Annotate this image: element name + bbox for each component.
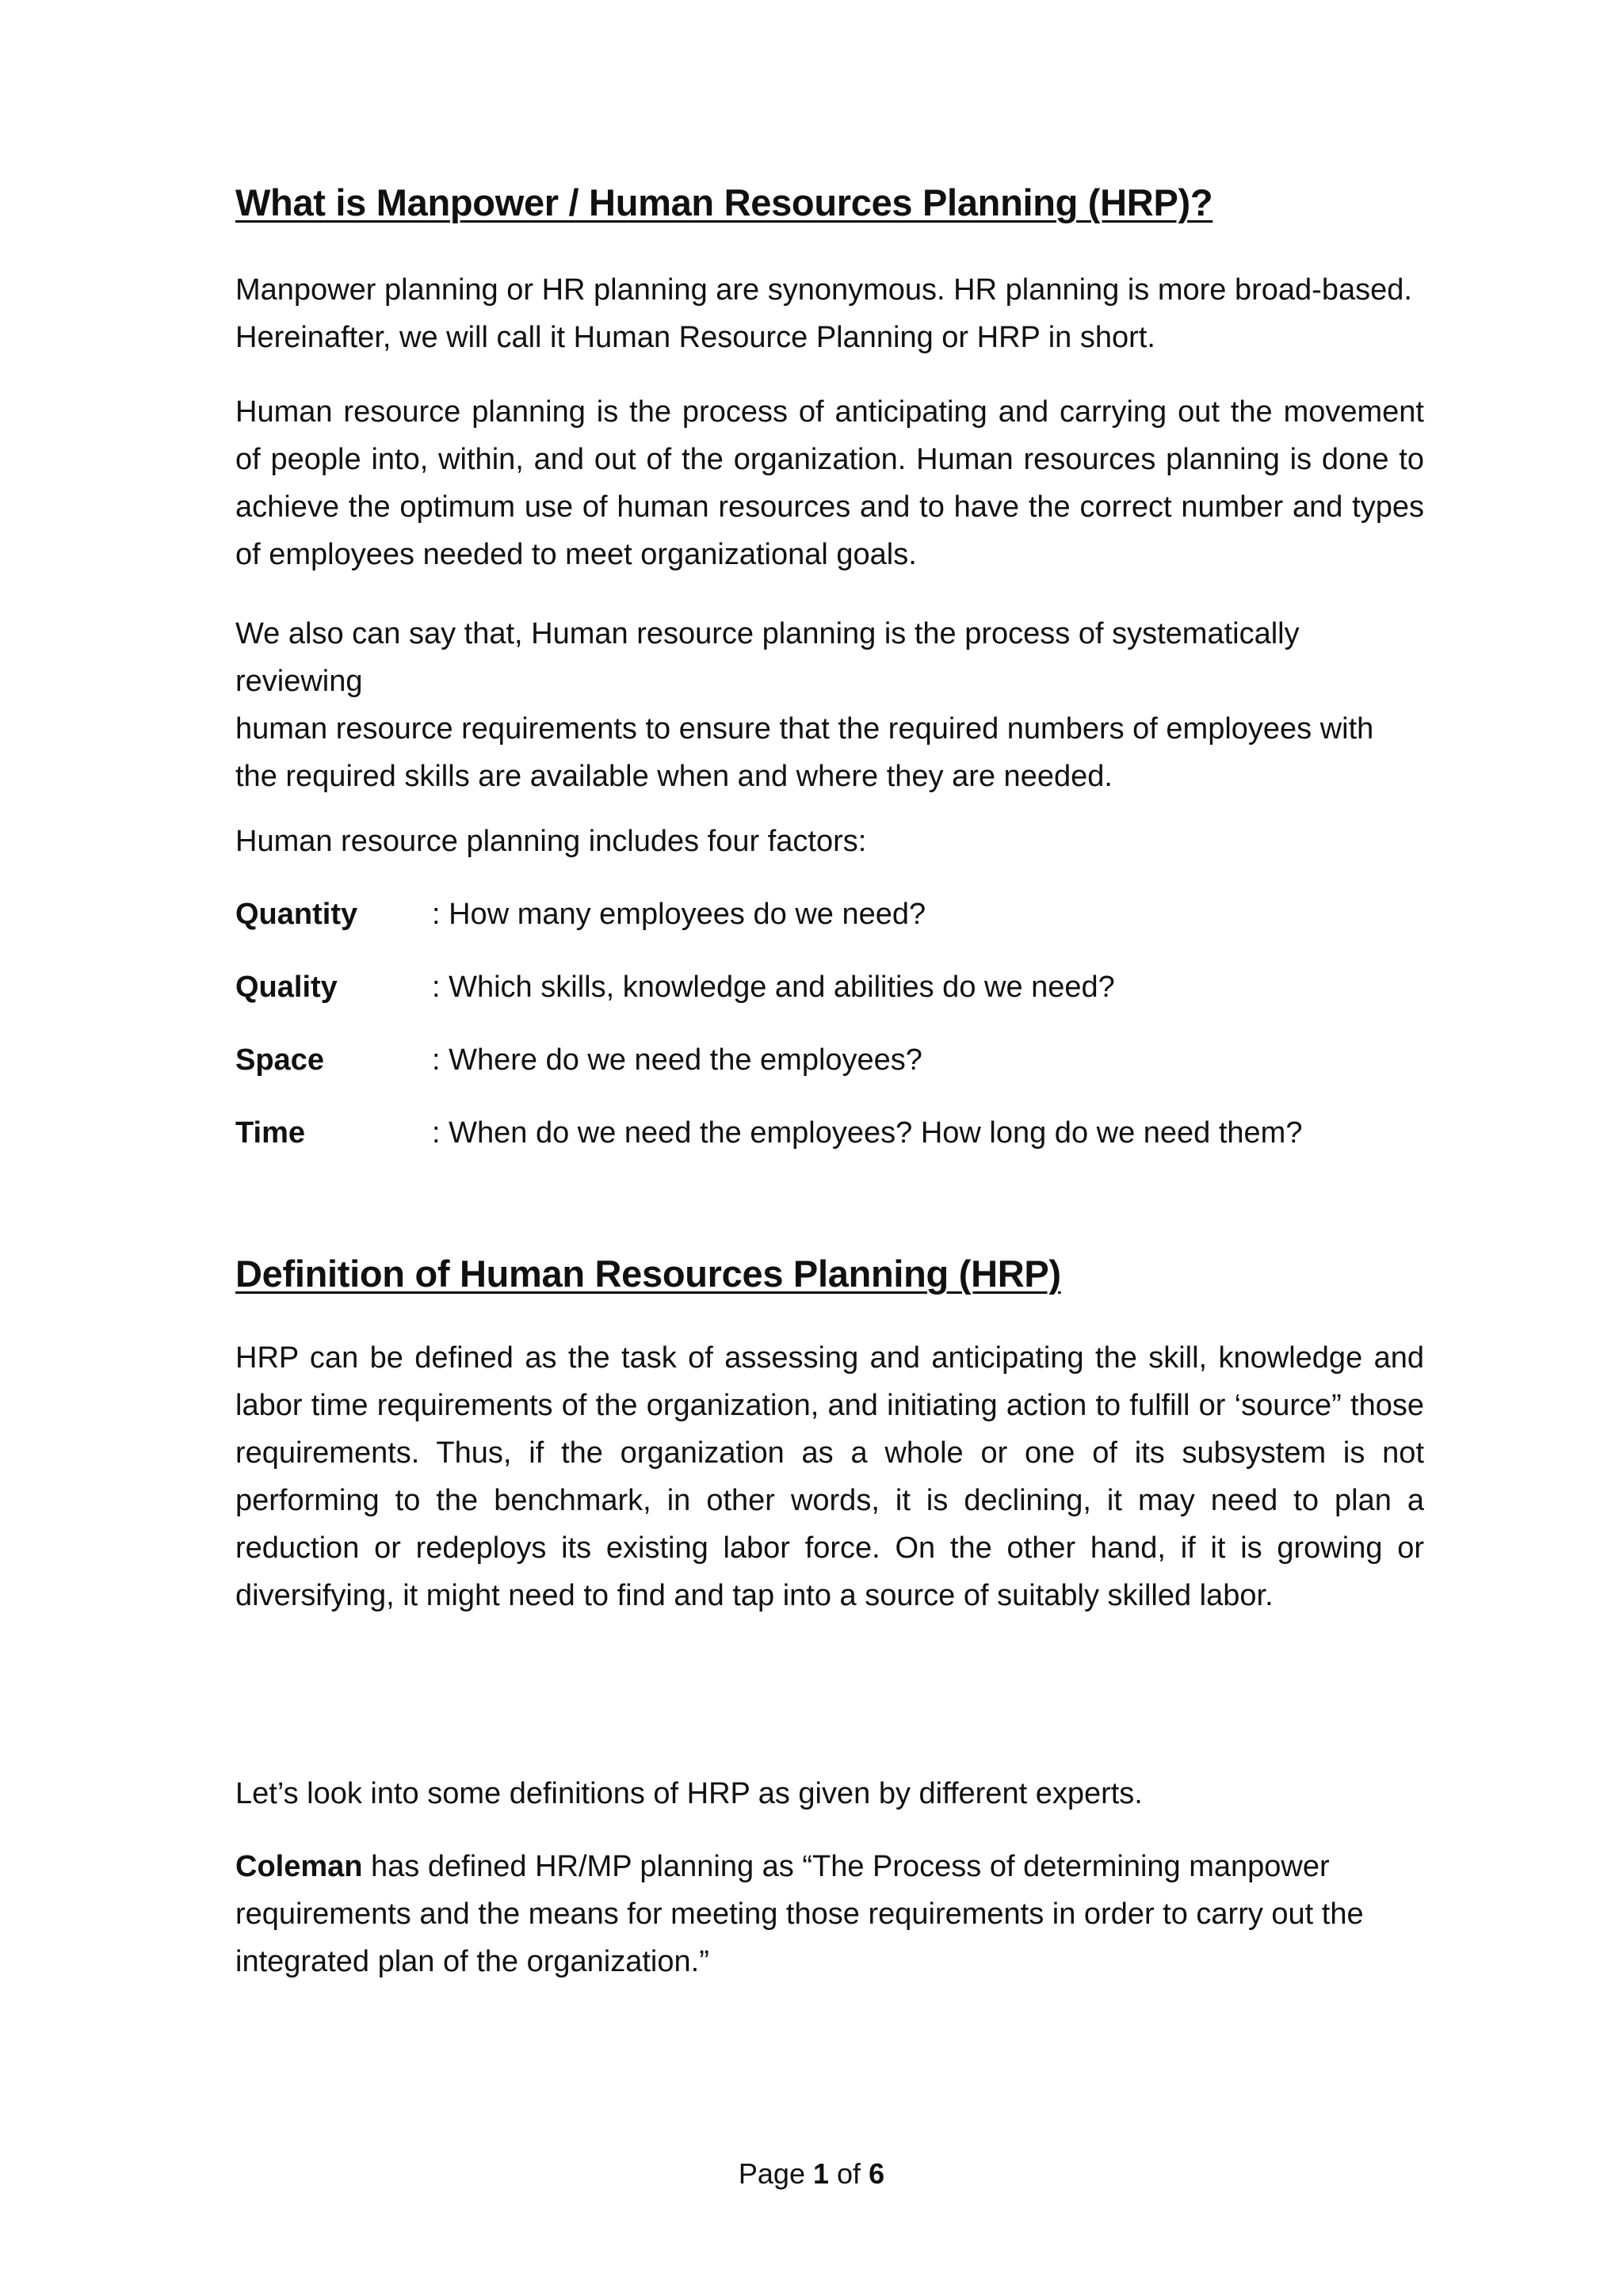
factor-row-time: [235, 1109, 1424, 1157]
section-1-paragraph-3-wrap: [235, 610, 1424, 800]
section-1-title: What is Manpower / Human Resources Planning (HRP)?: [235, 181, 1213, 223]
factor-description: : When do we need the employees? How long do we need them?: [432, 1116, 1303, 1150]
section-1-heading-wrap: [235, 181, 1424, 224]
of-label: of: [837, 2157, 861, 2190]
factor-description: : How many employees do we need?: [432, 898, 926, 931]
coleman-name: Coleman: [235, 1850, 363, 1883]
coleman-definition-text: has defined HR/MP planning as “The Process of determining manpower requirements and the means for meeting those requirements in order to carry out the integrated plan of the organization.”: [235, 1850, 1364, 1978]
section-2-paragraph-2: Let’s look into some definitions of HRP as given by different experts.: [235, 1777, 1143, 1810]
section-1-paragraph-2-wrap: [235, 388, 1424, 578]
total-pages: 6: [869, 2157, 885, 2190]
factor-row-space: [235, 1036, 1424, 1084]
page-label: Page: [738, 2157, 805, 2190]
section-2-heading-wrap: [235, 1252, 1424, 1295]
factor-name: Time: [235, 1116, 306, 1150]
coleman-definition: [235, 1843, 1424, 1985]
factor-description: : Which skills, knowledge and abilities do we need?: [432, 971, 1115, 1004]
section-1-paragraph-2: Human resource planning is the process of anticipating and carrying out the movement of people into, within, and out of the organization. Human resources planning is done to achieve the optimum use of human resources and to have the correct number and types of employees needed to meet organizational goals.: [235, 395, 1424, 571]
factor-name: Space: [235, 1043, 324, 1077]
section-1-paragraph-1: Manpower planning or HR planning are synonymous. HR planning is more broad-based. Hereinafter, we will call it Human Resource Planning or HRP in short.: [235, 273, 1412, 354]
factor-row-quality: [235, 963, 1424, 1011]
section-2-title: Definition of Human Resources Planning (HRP): [235, 1253, 1061, 1295]
page-number: 1: [812, 2157, 830, 2190]
factor-name: Quantity: [235, 898, 358, 931]
page-footer: [0, 2155, 1623, 2193]
factor-row-quantity: [235, 891, 1424, 938]
coleman-definition-wrap: [235, 1843, 1424, 1985]
factors-intro-wrap: [235, 818, 1424, 865]
section-2-paragraph-1: HRP can be defined as the task of assessing and anticipating the skill, knowledge and labor time requirements of the organization, and initiating action to fulfill or ‘source” those requirements. Thus, if the organization as a whole or one of its subsystem is not performing to the benchmark, in other words, it is declining, it may need to plan a reduction or redeploys its existing labor force. On the other hand, if it is growing or diversifying, it might need to find and tap into a source of suitably skilled labor.: [235, 1341, 1424, 1612]
section-2-paragraph-2-wrap: [235, 1770, 1424, 1817]
section-1-paragraph-3: We also can say that, Human resource planning is the process of systematically reviewing human resource requirements to ensure that the required numbers of employees with the required skills are available when and where they are needed.: [235, 617, 1374, 793]
section-2-paragraph-1-wrap: [235, 1334, 1424, 1619]
factor-description: : Where do we need the employees?: [432, 1043, 922, 1077]
section-1-paragraph-1-wrap: [235, 266, 1424, 361]
factors-intro: Human resource planning includes four factors:: [235, 825, 867, 858]
factor-name: Quality: [235, 971, 338, 1004]
